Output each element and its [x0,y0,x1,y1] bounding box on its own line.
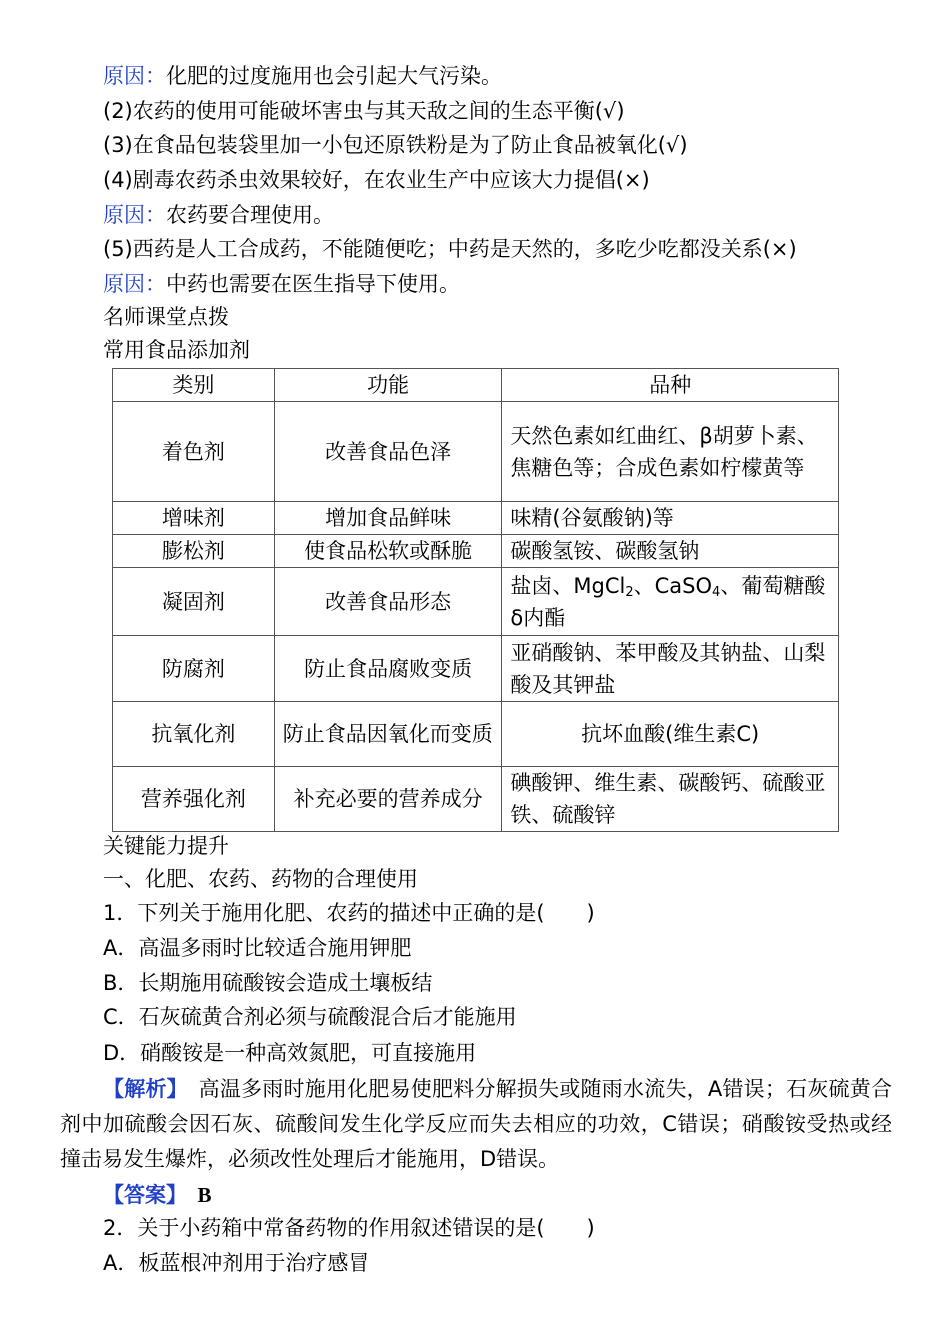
table-row [113,636,839,702]
formula-part: 盐卤、MgCl [510,573,626,598]
subscript: 4 [712,584,721,600]
formula-part: 、葡萄糖酸δ内酯 [510,573,826,630]
reason-label: 原因： [103,203,166,227]
cell-varieties [502,568,839,636]
question-1-option-b: B．长期施用硫酸铵会造成土壤板结 [103,971,433,995]
question-2-option-a: A．板蓝根冲剂用于治疗感冒 [103,1251,370,1275]
question-2-stem: 2．关于小药箱中常备药物的作用叙述错误的是( ) [103,1216,595,1240]
section-heading-one: 一、化肥、农药、药物的合理使用 [103,867,418,891]
statement-2: (2)农药的使用可能破坏害虫与其天敌之间的生态平衡(√) [103,99,625,123]
statement-3: (3)在食品包装袋里加一小包还原铁粉是为了防止食品被氧化(√) [103,133,688,157]
question-1-stem: 1．下列关于施用化肥、农药的描述中正确的是( ) [103,901,595,925]
question-1-answer [60,1178,892,1213]
question-1-option-d: D．硝酸铵是一种高效氮肥，可直接施用 [103,1041,477,1065]
subscript: 2 [625,584,634,600]
cell-function: 使食品松软或酥脆 [274,535,502,568]
cell-varieties: 亚硝酸钠、苯甲酸及其钠盐、山梨酸及其钾盐 [502,636,839,702]
table-row [113,568,839,636]
cell-category: 膨松剂 [113,535,275,568]
cell-function: 补充必要的营养成分 [274,767,502,832]
cell-function: 改善食品色泽 [274,402,502,502]
cell-category: 增味剂 [113,502,275,535]
header-varieties: 品种 [502,369,839,402]
section-heading-key: 关键能力提升 [103,834,229,858]
reason-line-4 [103,200,334,230]
cell-varieties: 天然色素如红曲红、β胡萝卜素、焦糖色等；合成色素如柠檬黄等 [502,402,839,502]
question-1-analysis [60,1072,892,1177]
question-1-option-a: A．高温多雨时比较适合施用钾肥 [103,936,412,960]
table-row [113,502,839,535]
cell-category: 着色剂 [113,402,275,502]
statement-4: (4)剧毒农药杀虫效果较好，在农业生产中应该大力提倡(×) [103,168,650,192]
cell-category: 抗氧化剂 [113,702,275,767]
table-row [113,702,839,767]
table-title: 常用食品添加剂 [103,338,250,362]
analysis-text: 高温多雨时施用化肥易使肥料分解损失或随雨水流失，A错误；石灰硫黄合剂中加硫酸会因石灰、硫酸间发生化学反应而失去相应的功效，C错误；硝酸铵受热或经撞击易发生爆炸，必须改性处理后才能施用，D错误。 [60,1077,892,1171]
cell-varieties: 碘酸钾、维生素、碳酸钙、硫酸亚铁、硫酸锌 [502,767,839,832]
table-row [113,402,839,502]
reason-label: 原因： [103,272,166,296]
additives-table [112,368,839,832]
header-function: 功能 [274,369,502,402]
header-category: 类别 [113,369,275,402]
cell-varieties: 碳酸氢铵、碳酸氢钠 [502,535,839,568]
formula-part: 、CaSO [633,573,713,598]
answer-tag: 【答案】 [103,1183,177,1207]
cell-function: 增加食品鲜味 [274,502,502,535]
reason-line-1 [103,61,502,91]
answer-text: B [176,1183,212,1207]
section-heading-tip: 名师课堂点拨 [103,305,229,329]
cell-varieties: 抗坏血酸(维生素C) [502,702,839,767]
reason-text: 中药也需要在医生指导下使用。 [166,272,460,296]
cell-category: 营养强化剂 [113,767,275,832]
analysis-tag: 【解析】 [103,1077,178,1101]
cell-category: 防腐剂 [113,636,275,702]
table-header-row [113,369,839,402]
reason-text: 农药要合理使用。 [166,203,334,227]
table-row [113,535,839,568]
cell-category: 凝固剂 [113,568,275,636]
question-1-option-c: C．石灰硫黄合剂必须与硫酸混合后才能施用 [103,1005,517,1029]
cell-function: 防止食品腐败变质 [274,636,502,702]
cell-function: 改善食品形态 [274,568,502,636]
cell-varieties: 味精(谷氨酸钠)等 [502,502,839,535]
statement-5: (5)西药是人工合成药，不能随便吃；中药是天然的，多吃少吃都没关系(×) [103,237,797,261]
reason-text: 化肥的过度施用也会引起大气污染。 [166,64,502,88]
reason-label: 原因： [103,64,166,88]
cell-function: 防止食品因氧化而变质 [274,702,502,767]
table-row [113,767,839,832]
reason-line-5 [103,269,460,299]
